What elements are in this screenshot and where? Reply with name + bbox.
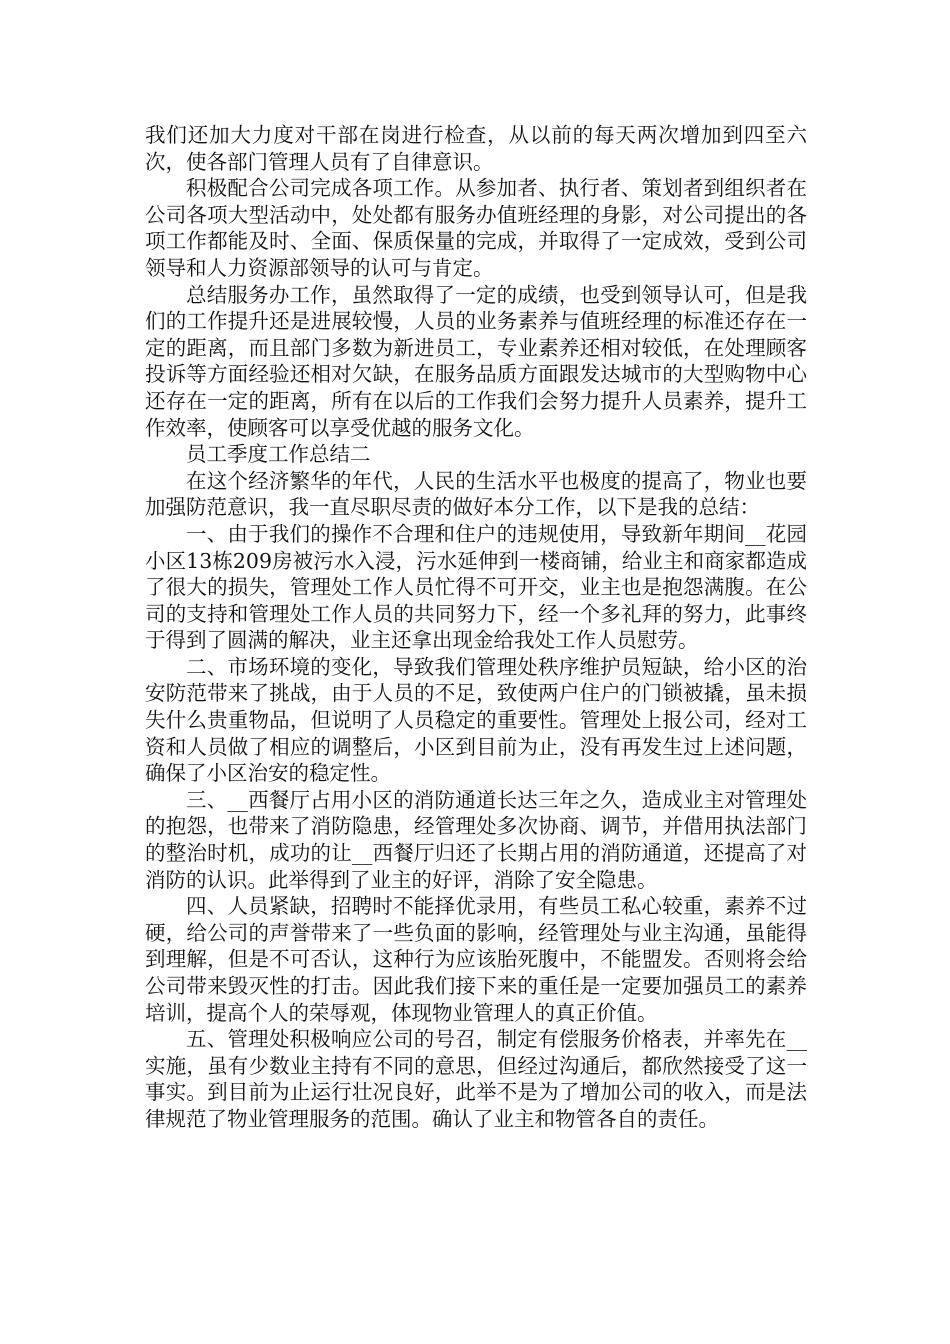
section-heading: 员工季度工作总结二 bbox=[186, 442, 371, 467]
paragraph-intro: 在这个经济繁华的年代，人民的生活水平也极度的提高了，物业也要加强防范意识，我一直尽职尽责的做好本分工作，以下是我的总结： bbox=[145, 468, 807, 520]
paragraph-continuation: 我们还加大力度对干部在岗进行检查，从以前的每天两次增加到四至六次，使各部门管理人员有了自律意识。 bbox=[145, 123, 807, 174]
paragraph-item-5: 五、管理处积极响应公司的号召，制定有偿服务价格表，并率先在__实施，虽有少数业主持有不同的意思，但经过沟通后，都欣然接受了这一事实。到目前为止运行壮况良好，此举不是为了增加公司的收入，而是法律规范了物业管理服务的范围。确认了业主和物管各自的责任。 bbox=[145, 1027, 807, 1131]
paragraph-cooperation: 积极配合公司完成各项工作。从参加者、执行者、策划者到组织者在公司各项大型活动中，处处都有服务办值班经理的身影，对公司提出的各项工作都能及时、全面、保质保量的完成，并取得了一定成效，受到公司领导和人力资源部领导的认可与肯定。 bbox=[145, 176, 807, 280]
paragraph-item-3: 三、__西餐厅占用小区的消防通道长达三年之久，造成业主对管理处的抱怨，也带来了消防隐患，经管理处多次协商、调节，并借用执法部门的整治时机，成功的让__西餐厅归还了长期占用的消防通道，还提高了对消防的认识。此举得到了业主的好评，消除了安全隐患。 bbox=[145, 787, 807, 892]
paragraph-item-1: 一、由于我们的操作不合理和住户的违规使用，导致新年期间__花园小区13栋209房被污水入浸，污水延伸到一楼商铺，给业主和商家都造成了很大的损失，管理处工作人员忙得不可开交，业主也是抱怨满腹。在公司的支持和管理处工作人员的共同努力下，经一个多礼拜的努力，此事终于得到了圆满的解决，业主还拿出现金给我处工作人员慰劳。 bbox=[145, 521, 807, 653]
paragraph-item-4: 四、人员紧缺，招聘时不能择优录用，有些员工私心较重，素养不过硬，给公司的声誉带来了一些负面的影响，经管理处与业主沟通，虽能得到理解，但是不可否认，这种行为应该胎死腹中，不能盟发。否则将会给公司带来毁灭性的打击。因此我们接下来的重任是一定要加强员工的素养培训，提高个人的荣辱观，体现物业管理人的真正价值。 bbox=[145, 894, 807, 1025]
paragraph-item-2: 二、市场环境的变化，导致我们管理处秩序维护员短缺，给小区的治安防范带来了挑战，由于人员的不足，致使两户住户的门锁被撬，虽未损失什么贵重物品，但说明了人员稳定的重要性。管理处上报公司，经对工资和人员做了相应的调整后，小区到目前为止，没有再发生过上述问题，确保了小区治安的稳定性。 bbox=[145, 654, 807, 786]
paragraph-summary-service-office: 总结服务办工作，虽然取得了一定的成绩，也受到领导认可，但是我们的工作提升还是进展较慢，人员的业务素养与值班经理的标准还存在一定的距离，而且部门多数为新进员工，专业素养还相对较低，在处理顾客投诉等方面经验还相对欠缺，在服务品质方面跟发达城市的大型购物中心还存在一定的距离，所有在以后的工作我们会努力提升人员素养，提升工作效率，使顾客可以享受优越的服务文化。 bbox=[145, 282, 807, 440]
document-body bbox=[145, 122, 807, 1133]
